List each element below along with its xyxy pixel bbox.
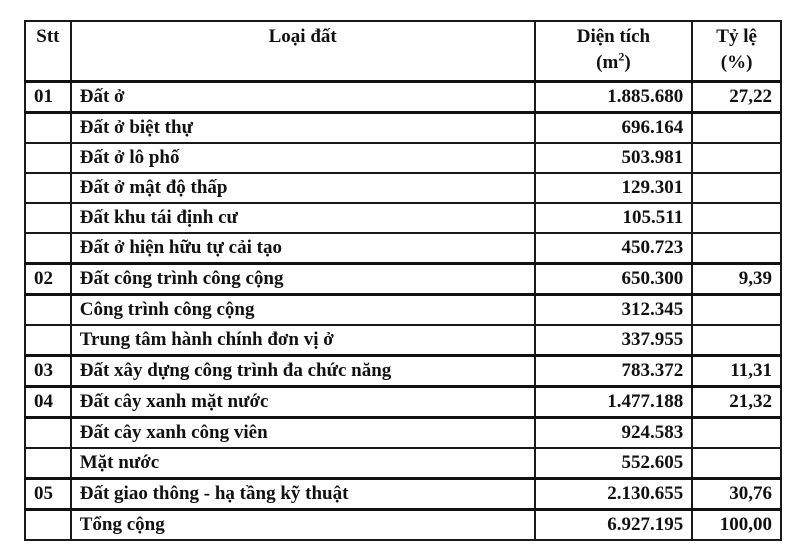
total-area: 6.927.195 <box>535 510 693 541</box>
row-area: 312.345 <box>535 295 693 326</box>
row-stt <box>25 295 71 326</box>
table-row <box>25 233 781 264</box>
row-land-type: Đất cây xanh công viên <box>71 418 535 449</box>
row-area: 450.723 <box>535 233 693 264</box>
row-stt <box>25 325 71 356</box>
header-area-label: Diện tích <box>576 26 651 47</box>
row-percent: 30,76 <box>692 479 781 510</box>
row-land-type: Đất ở mật độ thấp <box>71 173 535 203</box>
row-area: 2.130.655 <box>535 479 693 510</box>
header-area <box>535 21 693 82</box>
row-land-type: Đất ở <box>71 82 535 113</box>
row-stt <box>25 510 71 541</box>
table-row <box>25 203 781 233</box>
total-percent: 100,00 <box>692 510 781 541</box>
row-land-type: Đất ở lô phố <box>71 143 535 173</box>
row-land-type: Đất xây dựng công trình đa chức năng <box>71 356 535 387</box>
row-land-type: Đất khu tái định cư <box>71 203 535 233</box>
header-area-unit-open: (m <box>596 52 619 73</box>
header-percent <box>692 21 781 82</box>
table-total-row <box>25 510 781 541</box>
row-stt <box>25 233 71 264</box>
row-land-type: Đất cây xanh mặt nước <box>71 387 535 418</box>
row-land-type: Công trình công cộng <box>71 295 535 326</box>
row-land-type: Mặt nước <box>71 448 535 479</box>
header-percent-label: Tỷ lệ <box>716 26 757 47</box>
table-row <box>25 82 781 113</box>
row-land-type: Đất công trình công cộng <box>71 264 535 295</box>
table-row <box>25 113 781 144</box>
row-area: 696.164 <box>535 113 693 144</box>
row-stt: 02 <box>25 264 71 295</box>
row-area: 337.955 <box>535 325 693 356</box>
row-land-type: Trung tâm hành chính đơn vị ở <box>71 325 535 356</box>
row-stt <box>25 203 71 233</box>
row-area: 924.583 <box>535 418 693 449</box>
row-percent <box>692 173 781 203</box>
header-land-type: Loại đất <box>71 21 535 82</box>
row-percent: 21,32 <box>692 387 781 418</box>
header-stt: Stt <box>25 21 71 82</box>
row-area: 1.885.680 <box>535 82 693 113</box>
row-area: 783.372 <box>535 356 693 387</box>
row-percent <box>692 113 781 144</box>
row-percent: 11,31 <box>692 356 781 387</box>
row-percent <box>692 448 781 479</box>
row-land-type: Đất giao thông - hạ tầng kỹ thuật <box>71 479 535 510</box>
row-stt <box>25 143 71 173</box>
row-stt <box>25 113 71 144</box>
table-row <box>25 479 781 510</box>
row-stt <box>25 448 71 479</box>
row-stt: 01 <box>25 82 71 113</box>
table-row <box>25 418 781 449</box>
row-stt: 05 <box>25 479 71 510</box>
header-percent-unit: (%) <box>720 52 753 73</box>
row-percent <box>692 143 781 173</box>
table-row <box>25 325 781 356</box>
table-row <box>25 387 781 418</box>
row-area: 552.605 <box>535 448 693 479</box>
row-land-type: Đất ở biệt thự <box>71 113 535 144</box>
row-percent <box>692 233 781 264</box>
row-percent: 27,22 <box>692 82 781 113</box>
row-area: 105.511 <box>535 203 693 233</box>
row-stt: 03 <box>25 356 71 387</box>
table-row <box>25 173 781 203</box>
header-area-unit-close: ) <box>624 52 631 73</box>
row-stt: 04 <box>25 387 71 418</box>
table-row <box>25 356 781 387</box>
row-stt <box>25 418 71 449</box>
row-percent <box>692 418 781 449</box>
total-label: Tổng cộng <box>71 510 535 541</box>
land-use-table <box>24 20 782 541</box>
table-row <box>25 448 781 479</box>
row-area: 503.981 <box>535 143 693 173</box>
table-header-row <box>25 21 781 82</box>
table-row <box>25 295 781 326</box>
row-percent <box>692 325 781 356</box>
row-percent <box>692 295 781 326</box>
row-area: 129.301 <box>535 173 693 203</box>
row-stt <box>25 173 71 203</box>
table-row <box>25 143 781 173</box>
row-land-type: Đất ở hiện hữu tự cải tạo <box>71 233 535 264</box>
row-percent: 9,39 <box>692 264 781 295</box>
table-row <box>25 264 781 295</box>
row-area: 1.477.188 <box>535 387 693 418</box>
header-area-unit-sup: 2 <box>618 49 625 64</box>
row-area: 650.300 <box>535 264 693 295</box>
row-percent <box>692 203 781 233</box>
